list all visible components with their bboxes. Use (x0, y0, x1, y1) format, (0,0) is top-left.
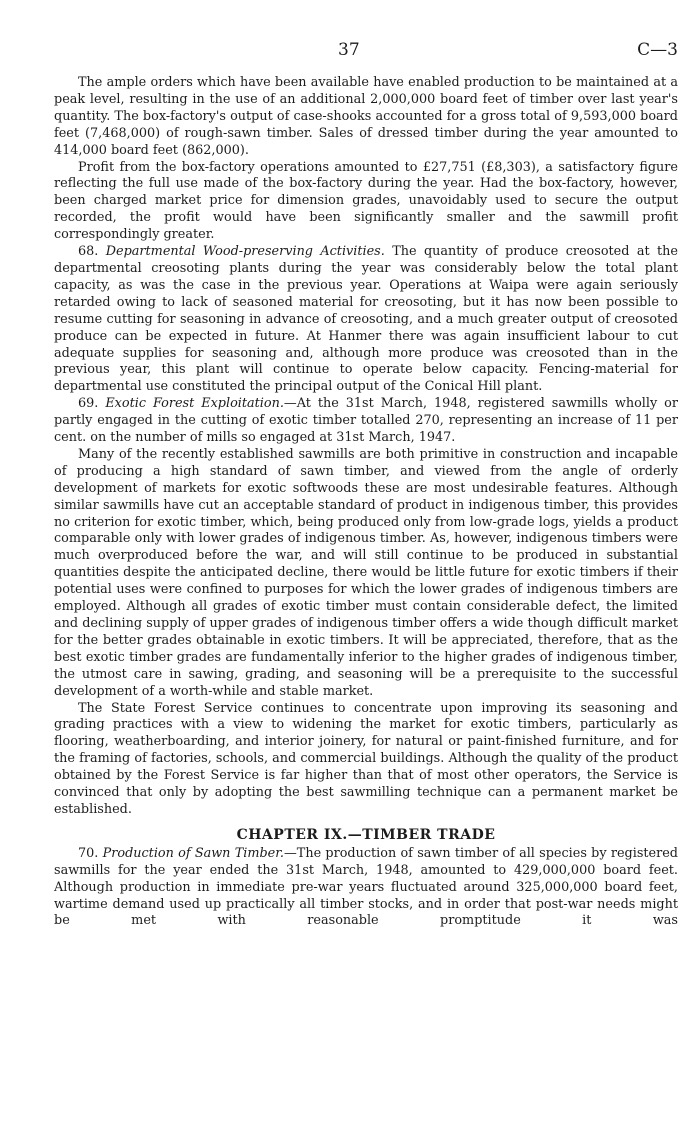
paragraph-text: Profit from the box-factory operations amounted to £27,751 (£8,303), a satisfactory figure reflecting the full use made of the box-factory during the year. Had the box-factory, however, been charged market price for dimension grades, unavoidably used to secure the output recorded, the profit would have been significantly smaller and the sawmill profit correspondingly greater. (54, 159, 678, 243)
paragraph-text: The State Forest Service continues to concentrate upon improving its seasoning and grading practices with a view to widening the market for exotic timbers, particularly as flooring, weatherboarding, and interior joinery, for natural or paint-finished furniture, and for the framing of factories, schools, and commercial buildings. Although the quality of the product obtained by the Forest Service is far higher than that of most other operators, the Service is convinced that only by adopting the best sawmilling technique can a permanent market be established. (54, 700, 678, 817)
paragraph-text: Many of the recently established sawmills are both primitive in construction and incapable of producing a high standard of sawn timber, and viewed from the angle of orderly development of markets for exotic softwoods these are most undesirable features. Although similar sawmills have cut an acceptable standard of product in indigenous timber, this provides no criterion for exotic timber, which, being produced only from low-grade logs, yields a product comparable only with lower grades of indigenous timber. As, however, indigenous timbers were much overproduced before the war, and will still continue to be produced in substantial quantities despite the anticipated decline, there would be little future for exotic timbers if their potential uses were confined to purposes for which the lower grades of indigenous timbers are employed. Although all grades of exotic timber must contain considerable defect, the limited and declining supply of upper grades of indigenous timber offers a wide though difficult market for the better grades obtainable in exotic timbers. It will be appreciated, therefore, that as the best exotic timber grades are fundamentally inferior to the higher grades of indigenous timber, the utmost care in sawing, grading, and seasoning will be a prerequisite to the successful development of a worth-while and stable market. (54, 446, 678, 699)
paragraph-heading: Production of Sawn Timber. (102, 845, 284, 861)
paragraph-number: 70. (78, 845, 99, 861)
paragraph-state-forest-service (54, 701, 678, 819)
paragraph-text: —The production of sawn timber of all species by registered sawmills for the year ended the 31st March, 1948, amounted to 429,000,000 board feet. Although production in immediate pre-war years fluctuated around 325,000,000 board feet, wartime demand used up practically all timber stocks, and in order that post-war needs might be met with reasonable promptitude it was (54, 845, 678, 929)
paragraph-text: —At the 31st March, 1948, registered sawmills wholly or partly engaged in the cutting of exotic timber totalled 270, representing an increase of 11 per cent. on the number of mills so engaged at 31st March, 1947. (54, 396, 678, 446)
paragraph-70-sawn-timber-production (54, 846, 678, 931)
body-text (54, 75, 678, 930)
paragraph-text: The quantity of produce creosoted at the departmental creosoting plants during the year was considerably below the total plant capacity, as was the case in the previous year. Operations at Waipa were again seriously retarded owing to lack of seasoned material for creosoting, but it has now been possible to resume cutting for seasoning in advance of creosoting, and a much greater output of creosoted produce can be expected in future. At Hanmer there was again insufficient labour to cut adequate supplies for seasoning and, although more produce was creosoted than in the previous year, this plant will continue to operate below capacity. Fencing-material for departmental use constituted the principal output of the Conical Hill plant. (54, 244, 678, 395)
page-number: 37 (338, 40, 360, 60)
page-header (0, 40, 700, 66)
paragraph-box-factory-orders (54, 75, 678, 160)
paragraph-text: The ample orders which have been available have enabled production to be maintained at a peak level, resulting in the use of an additional 2,000,000 board feet of timber over last year's quantity. The box-factory's output of case-shooks accounted for a gross total of 9,593,000 board feet (7,468,000) of rough-sawn timber. Sales of dressed timber during the year amounted to 414,000 board feet (862,000). (54, 75, 678, 158)
paragraph-69-exotic-exploitation (54, 396, 678, 447)
chapter-heading: CHAPTER IX.—TIMBER TRADE (236, 826, 496, 843)
paragraph-box-factory-profit (54, 160, 678, 245)
report-identifier: C—3 (637, 40, 678, 60)
paragraph-heading: Exotic Forest Exploitation. (105, 396, 284, 412)
paragraph-68-wood-preserving (54, 244, 678, 396)
paragraph-sawmill-standards (54, 447, 678, 701)
paragraph-heading: Departmental Wood-preserving Activities. (105, 244, 385, 260)
paragraph-number: 68. (78, 244, 99, 260)
paragraph-number: 69. (78, 396, 99, 412)
